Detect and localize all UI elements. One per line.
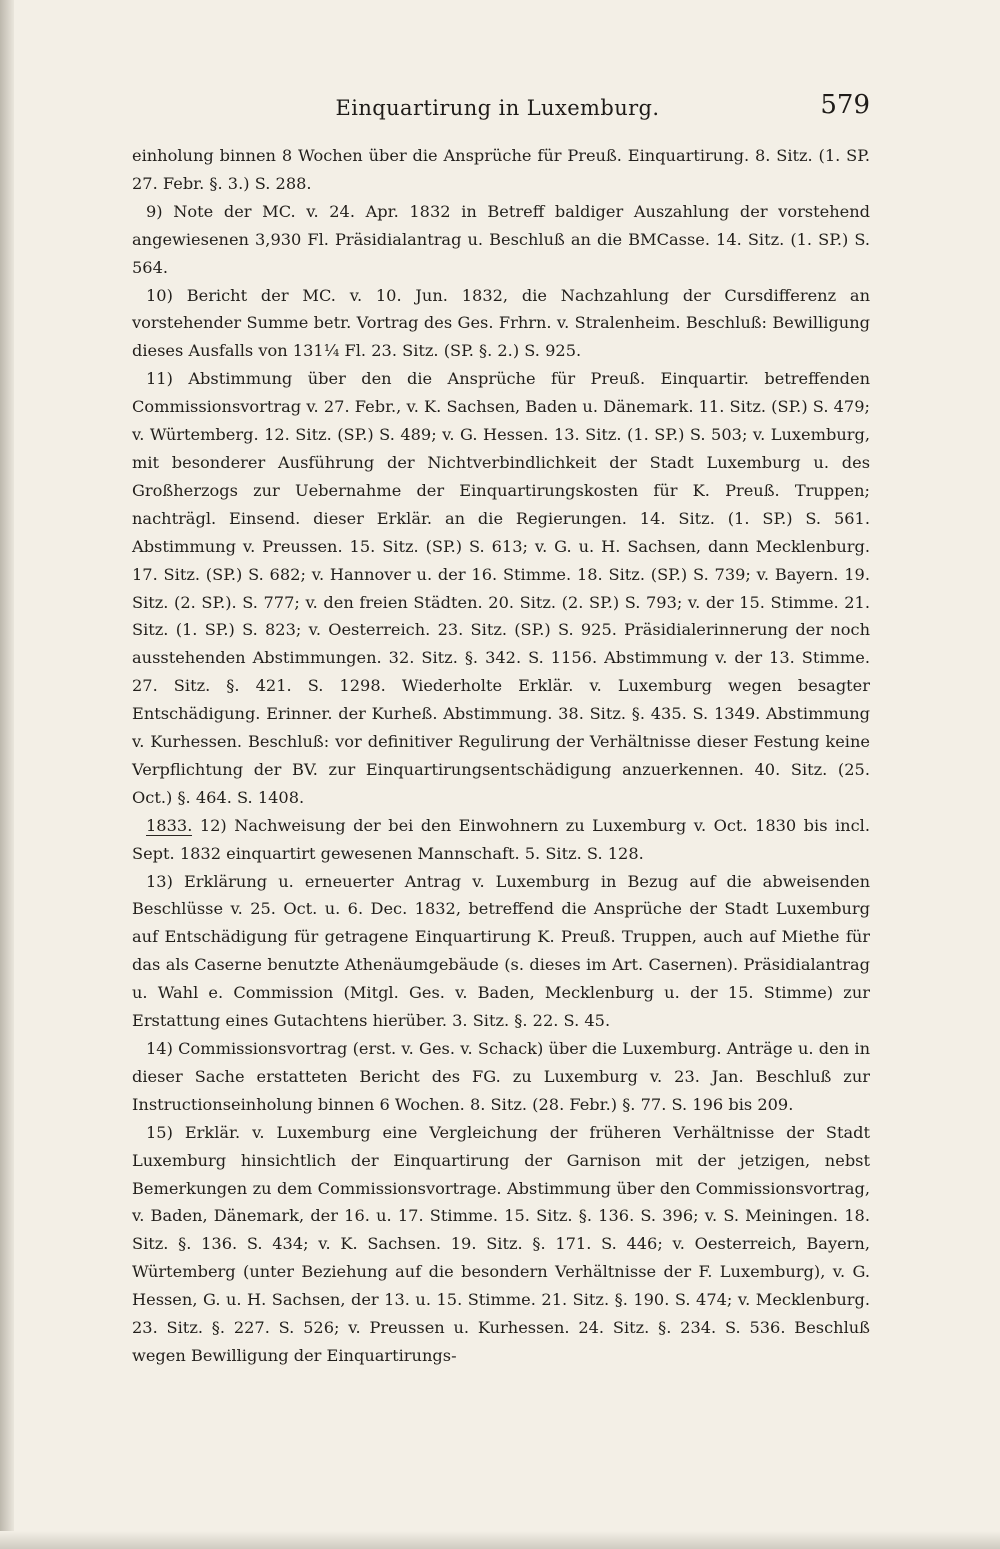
- paragraph-item-9: 9) Note der MC. v. 24. Apr. 1832 in Betreff baldiger Auszahlung der vorstehend angewiesenen 3,930 Fl. Präsidialantrag u. Beschluß an die BMCasse. 14. Sitz. (1. SP.) S. 564.: [132, 201, 870, 277]
- paragraph-item-13: 13) Erklärung u. erneuerter Antrag v. Luxemburg in Bezug auf die abweisenden Beschlüsse v. 25. Oct. u. 6. Dec. 1832, betreffend die Ansprüche der Stadt Luxemburg auf Entschädigung für getragene Einquartirung K. Preuß. Truppen, auch auf Miethe für das als Caserne benutzte Athenäumgebäude (s. dieses im Art. Casernen). Präsidialantrag u. Wahl e. Commission (Mitgl. Ges. v. Baden, Mecklenburg u. der 15. Stimme) zur Erstattung eines Gutachtens hierüber. 3. Sitz. §. 22. S. 45.: [132, 871, 870, 1031]
- paragraph-item-15: 15) Erklär. v. Luxemburg eine Vergleichung der früheren Verhältnisse der Stadt Luxemburg hinsichtlich der Einquartirung der Garnison mit der jetzigen, nebst Bemerkungen zu dem Commissionsvortrage. Abstimmung über den Commissionsvortrag, v. Baden, Dänemark, der 16. u. 17. Stimme. 15. Sitz. §. 136. S. 396; v. S. Meiningen. 18. Sitz. §. 136. S. 434; v. K. Sachsen. 19. Sitz. §. 171. S. 446; v. Oesterreich, Bayern, Würtemberg (unter Beziehung auf die besondern Verhältnisse der F. Luxemburg), v. G. Hessen, G. u. H. Sachsen, der 13. u. 15. Stimme. 21. Sitz. §. 190. S. 474; v. Mecklenburg. 23. Sitz. §. 227. S. 526; v. Preussen u. Kurhessen. 24. Sitz. §. 234. S. 536. Beschluß wegen Bewilligung der Einquartirungs-: [132, 1122, 870, 1365]
- paragraph-continuation: einholung binnen 8 Wochen über die Ansprüche für Preuß. Einquartirung. 8. Sitz. (1. SP. 27. Febr. §. 3.) S. 288.: [132, 146, 870, 193]
- paragraph-item-11: 11) Abstimmung über den die Ansprüche für Preuß. Einquartir. betreffenden Commissionsvortrag v. 27. Febr., v. K. Sachsen, Baden u. Dänemark. 11. Sitz. (SP.) S. 479; v. Würtemberg. 12. Sitz. (SP.) S. 489; v. G. Hessen. 13. Sitz. (1. SP.) S. 503; v. Luxemburg, mit besonderer Ausführung der Nichtverbindlichkeit der Stadt Luxemburg u. des Großherzogs zur Uebernahme der Einquartirungskosten für K. Preuß. Truppen; nachträgl. Einsend. dieser Erklär. an die Regierungen. 14. Sitz. (1. SP.) S. 561. Abstimmung v. Preussen. 15. Sitz. (SP.) S. 613; v. G. u. H. Sachsen, dann Mecklenburg. 17. Sitz. (SP.) S. 682; v. Hannover u. der 16. Stimme. 18. Sitz. (SP.) S. 739; v. Bayern. 19. Sitz. (2. SP.). S. 777; v. den freien Städten. 20. Sitz. (2. SP.) S. 793; v. der 15. Stimme. 21. Sitz. (1. SP.) S. 823; v. Oesterreich. 23. Sitz. (SP.) S. 925. Präsidialerinnerung der noch ausstehenden Abstimmungen. 32. Sitz. §. 342. S. 1156. Abstimmung v. der 13. Stimme. 27. Sitz. §. 421. S. 1298. Wiederholte Erklär. v. Luxemburg wegen besagter Entschädigung. Erinner. der Kurheß. Abstimmung. 38. Sitz. §. 435. S. 1349. Abstimmung v. Kurhessen. Beschluß: vor definitiver Regulirung der Verhältnisse dieser Festung keine Verpflichtung der BV. zur Einquartirungsentschädigung anzuerkennen. 40. Sitz. (25. Oct.) §. 464. S. 1408.: [132, 369, 870, 807]
- paragraph-item-12: [132, 812, 870, 868]
- year-marker: 1833.: [146, 815, 193, 835]
- paragraph-item-10: 10) Bericht der MC. v. 10. Jun. 1832, die Nachzahlung der Cursdifferenz an vorstehender Summe betr. Vortrag des Ges. Frhrn. v. Stralenheim. Beschluß: Bewilligung dieses Ausfalls von 131¹⁄₄ Fl. 23. Sitz. (SP. §. 2.) S. 925.: [132, 285, 870, 361]
- body-text: [132, 142, 870, 1370]
- page-binding-shadow: [0, 0, 14, 1549]
- page-header: [125, 90, 870, 130]
- running-title: Einquartirung in Luxemburg.: [335, 96, 660, 120]
- paragraph-item-12-text: 12) Nachweisung der bei den Einwohnern zu Luxemburg v. Oct. 1830 bis incl. Sept. 1832 einquartirt gewesenen Mannschaft. 5. Sitz. S. 128.: [132, 815, 870, 863]
- page-bottom-shadow: [0, 1531, 1000, 1549]
- page-number: 579: [820, 90, 870, 120]
- paragraph-item-14: 14) Commissionsvortrag (erst. v. Ges. v. Schack) über die Luxemburg. Anträge u. den in dieser Sache erstatteten Bericht des FG. zu Luxemburg v. 23. Jan. Beschluß zur Instructionseinholung binnen 6 Wochen. 8. Sitz. (28. Febr.) §. 77. S. 196 bis 209.: [132, 1039, 870, 1114]
